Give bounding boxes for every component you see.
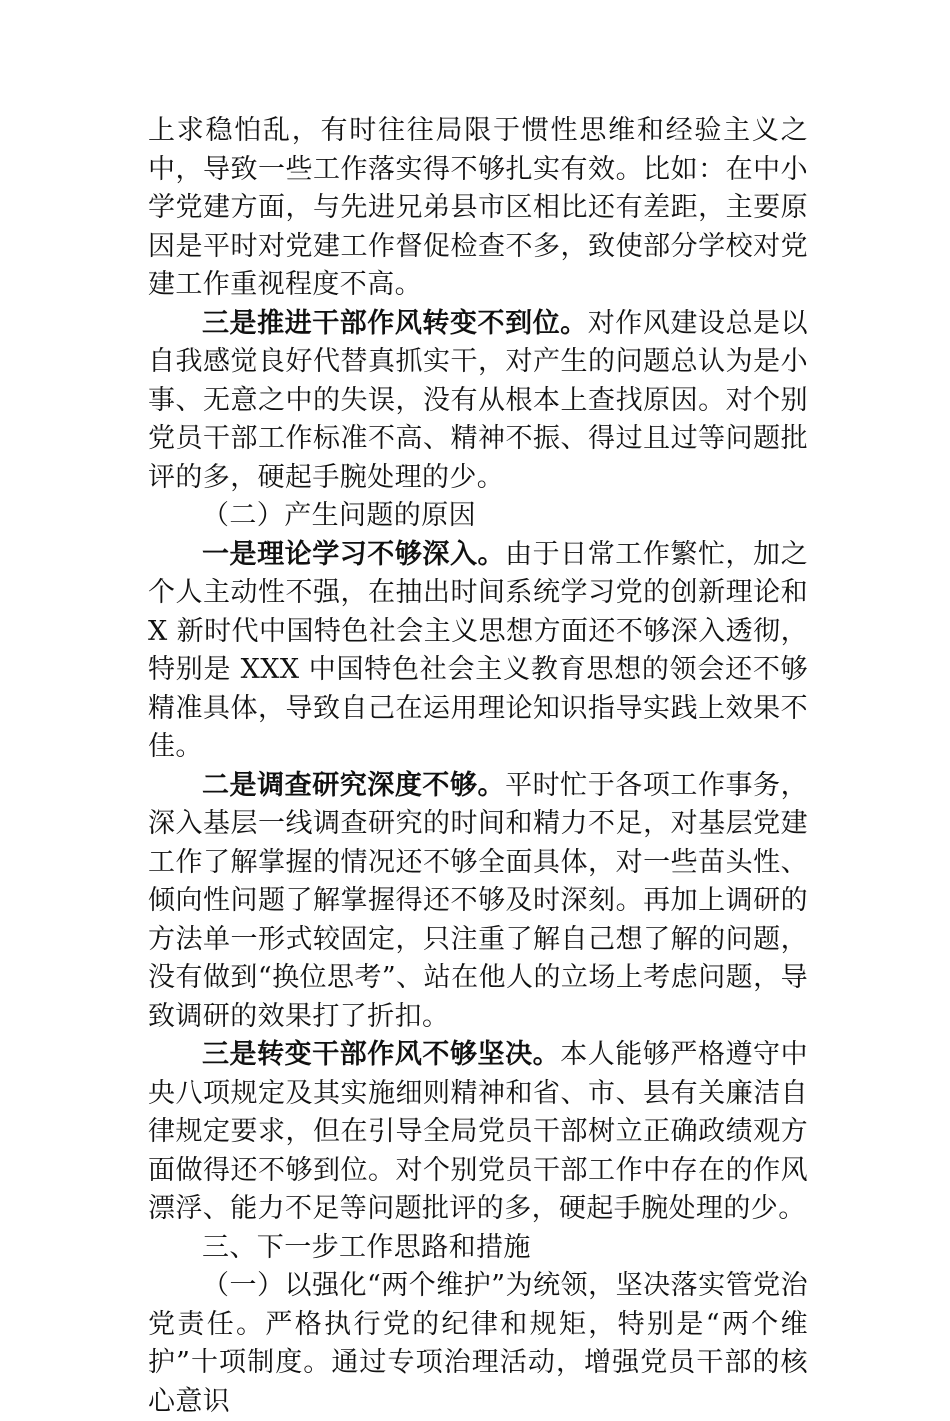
paragraph-lead: 一是理论学习不够深入。 [202,538,506,570]
section-heading-next-steps [148,1229,808,1268]
paragraph-lead: 二是调查研究深度不够。 [202,769,506,801]
paragraph-lead: 三是推进干部作风转变不到位。 [202,307,588,339]
paragraph-text: 本人能够严格遵守中央八项规定及其实施细则精神和省、市、县有关廉洁自律规定要求，但在引导全局党员干部树立正确政绩观方面做得还不够到位。对个别党员干部工作中存在的作风漂浮、能力不足等问题批评的多，硬起手腕处理的少。 [148,1039,809,1224]
paragraph-text: 上求稳怕乱，有时往往局限于惯性思维和经验主义之中，导致一些工作落实得不够扎实有效。比如：在中小学党建方面，与先进兄弟县市区相比还有差距，主要原因是平时对党建工作督促检查不多，致使部分学校对党建工作重视程度不高。 [148,115,808,300]
paragraph-second-cause [148,767,808,1037]
paragraph-third-point-a [148,305,808,498]
heading-text: （二）产生问题的原因 [202,500,476,531]
paragraph-continuation [148,112,808,305]
paragraph-text: 由于日常工作繁忙，加之个人主动性不强，在抽出时间系统学习党的创新理论和 X 新时代中国特色社会主义思想方面还不够深入透彻，特别是 XXX 中国特色社会主义教育思想的领会还不够精准具体，导致自己在运用理论知识指导实践上效果不佳。 [148,538,808,762]
paragraph-text: 对作风建设总是以自我感觉良好代替真抓实干，对产生的问题总认为是小事、无意之中的失误，没有从根本上查找原因。对个别党员干部工作标准不高、精神不振、得过且过等问题批评的多，硬起手腕处理的少。 [148,307,808,493]
paragraph-third-cause [148,1036,808,1229]
paragraph-first-cause [148,536,808,767]
document-page [148,112,809,1417]
paragraph-next-step-one [148,1267,808,1421]
paragraph-text: 平时忙于各项工作事务，深入基层一线调查研究的时间和精力不足，对基层党建工作了解掌握的情况还不够全面具体，对一些苗头性、倾向性问题了解掌握得还不够及时深刻。再加上调研的方法单一形式较固定，只注重了解自己想了解的问题，没有做到“换位思考”、站在他人的立场上考虑问题，导致调研的效果打了折扣。 [148,769,808,1032]
section-heading-causes [148,497,808,536]
heading-text: 三、下一步工作思路和措施 [202,1231,531,1263]
paragraph-lead: 三是转变干部作风不够坚决。 [202,1039,561,1070]
paragraph-text: （一）以强化“两个维护”为统领，坚决落实管党治党责任。严格执行党的纪律和规矩，特别是“两个维护”十项制度。通过专项治理活动，增强党员干部的核心意识 [148,1270,808,1417]
